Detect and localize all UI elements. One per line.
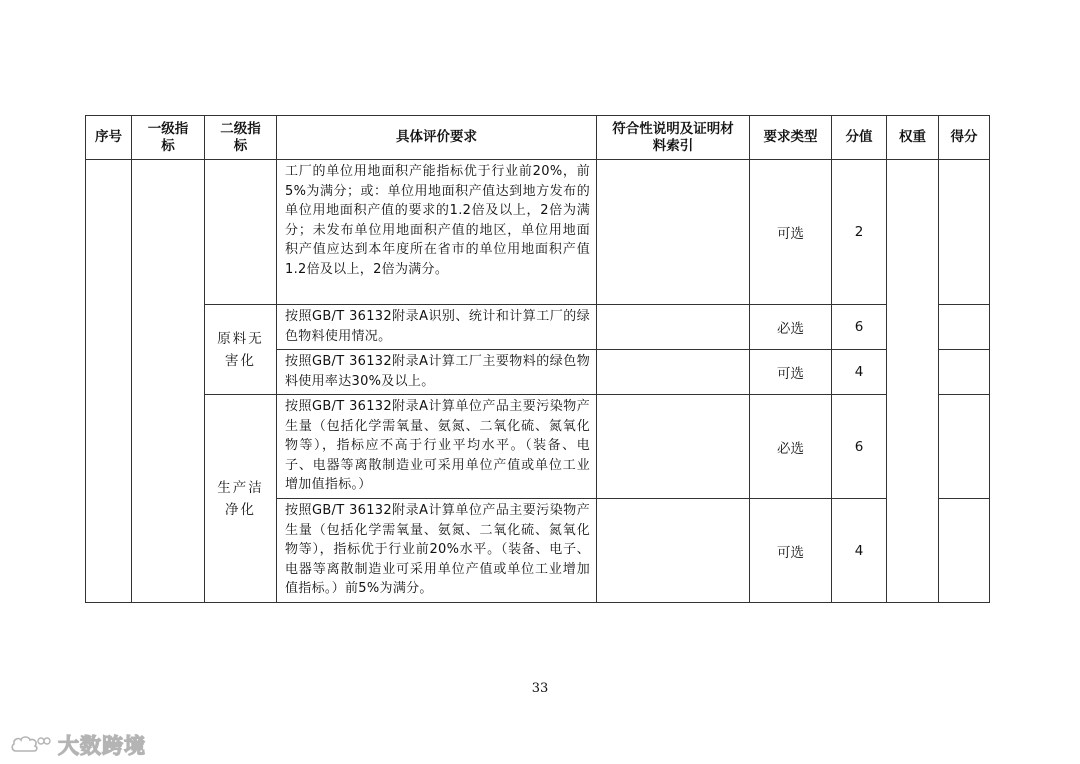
result-cell bbox=[939, 160, 990, 305]
cloud-logo-icon bbox=[10, 733, 52, 757]
header-evidence: 符合性说明及证明材料索引 bbox=[597, 116, 750, 160]
header-weight: 权重 bbox=[887, 116, 939, 160]
score-cell: 2 bbox=[832, 160, 887, 305]
level2-raw-material: 原料无害化 bbox=[205, 305, 277, 395]
type-cell: 可选 bbox=[750, 160, 832, 305]
header-result: 得分 bbox=[939, 116, 990, 160]
type-cell: 必选 bbox=[750, 305, 832, 350]
evidence-cell bbox=[597, 350, 750, 395]
page-number: 33 bbox=[531, 681, 549, 696]
type-cell: 可选 bbox=[750, 499, 832, 603]
weight-cell bbox=[887, 160, 939, 603]
result-cell bbox=[939, 499, 990, 603]
evidence-cell bbox=[597, 305, 750, 350]
score-cell: 4 bbox=[832, 350, 887, 395]
header-type: 要求类型 bbox=[750, 116, 832, 160]
requirement-cell: 工厂的单位用地面积产能指标优于行业前20%，前5%为满分；或：单位用地面积产值达到地方发布的单位用地面积产值的要求的1.2倍及以上，2倍为满分；未发布单位用地面积产值的地区，单位用地面积产值应达到本年度所在省市的单位用地面积产值1.2倍及以上，2倍为满分。 bbox=[277, 160, 597, 305]
requirement-cell: 按照GB/T 36132附录A计算单位产品主要污染物产生量（包括化学需氧量、氨氮、二氧化硫、氮氧化物等），指标应不高于行业平均水平。（装备、电子、电器等离散制造业可采用单位产值或单位工业增加值指标。） bbox=[277, 395, 597, 499]
header-score: 分值 bbox=[832, 116, 887, 160]
header-requirement: 具体评价要求 bbox=[277, 116, 597, 160]
result-cell bbox=[939, 395, 990, 499]
level2-cell bbox=[205, 160, 277, 305]
watermark bbox=[10, 730, 146, 760]
header-row bbox=[86, 116, 990, 160]
requirement-cell: 按照GB/T 36132附录A识别、统计和计算工厂的绿色物料使用情况。 bbox=[277, 305, 597, 350]
type-cell: 必选 bbox=[750, 395, 832, 499]
result-cell bbox=[939, 350, 990, 395]
table-row bbox=[86, 160, 990, 305]
evidence-cell bbox=[597, 499, 750, 603]
evidence-cell bbox=[597, 395, 750, 499]
score-cell: 6 bbox=[832, 305, 887, 350]
table-row bbox=[86, 395, 990, 499]
score-cell: 6 bbox=[832, 395, 887, 499]
type-cell: 可选 bbox=[750, 350, 832, 395]
result-cell bbox=[939, 305, 990, 350]
header-level1: 一级指标 bbox=[132, 116, 205, 160]
requirement-cell: 按照GB/T 36132附录A计算单位产品主要污染物产生量（包括化学需氧量、氨氮、二氧化硫、氮氧化物等），指标优于行业前20%水平。（装备、电子、电器等离散制造业可采用单位产值或单位工业增加值指标。）前5%为满分。 bbox=[277, 499, 597, 603]
table-row bbox=[86, 305, 990, 350]
level2-clean-production: 生产洁净化 bbox=[205, 395, 277, 603]
watermark-text: 大数跨境 bbox=[58, 734, 146, 758]
seq-cell bbox=[86, 160, 132, 603]
score-cell: 4 bbox=[832, 499, 887, 603]
level1-cell bbox=[132, 160, 205, 603]
evidence-cell bbox=[597, 160, 750, 305]
evaluation-table bbox=[85, 115, 990, 603]
header-seq: 序号 bbox=[86, 116, 132, 160]
header-level2: 二级指标 bbox=[205, 116, 277, 160]
requirement-cell: 按照GB/T 36132附录A计算工厂主要物料的绿色物料使用率达30%及以上。 bbox=[277, 350, 597, 395]
